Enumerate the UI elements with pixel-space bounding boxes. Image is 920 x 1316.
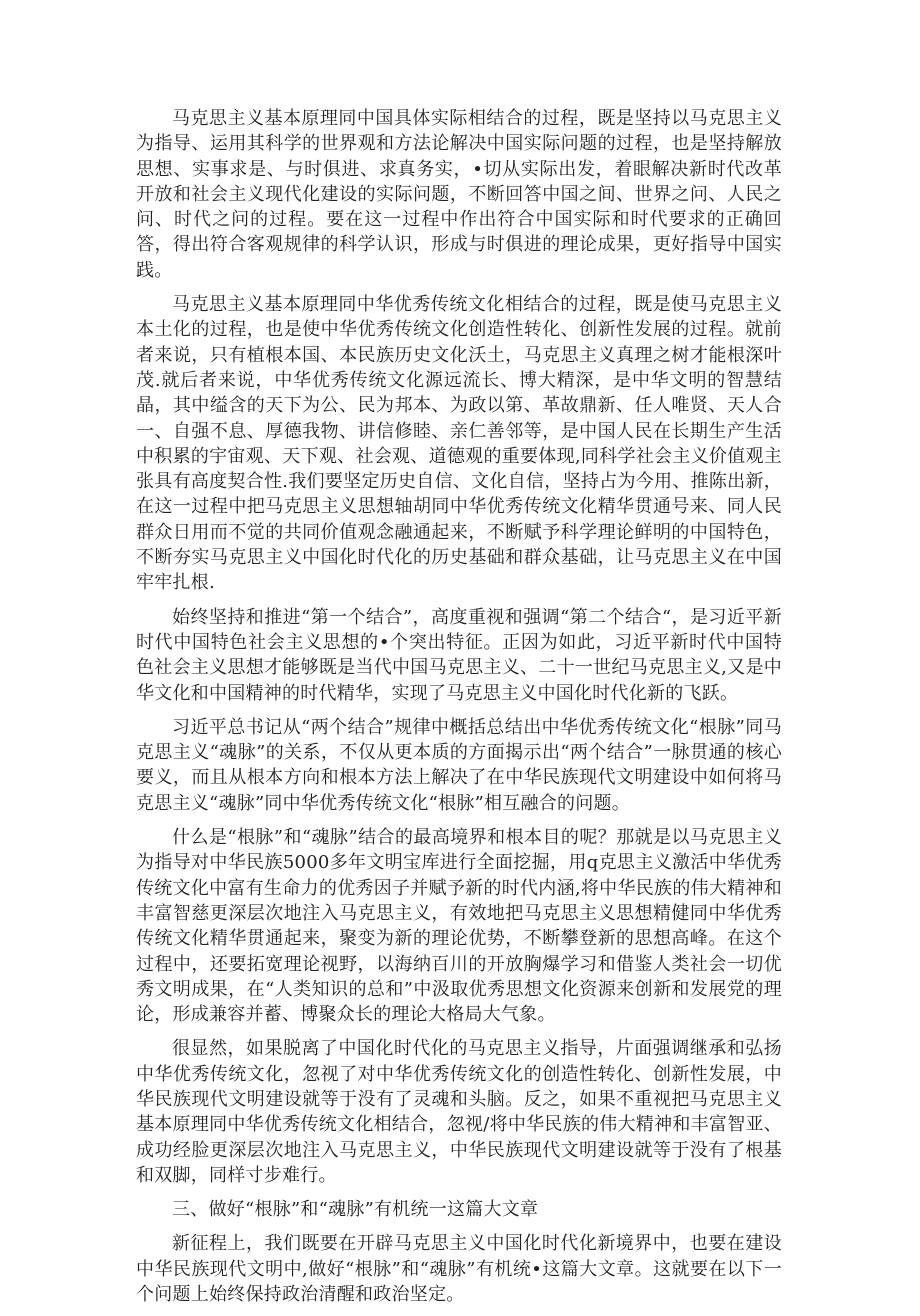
paragraph-6: 很显然，如果脱离了中国化时代化的马克思主义指导，片面强调继承和弘扬中华优秀传统文化，忽视了对中华优秀传统文化的创造性转化、创新性发展，中华民族现代文明建设就等于没有了灵魂和头脑。反之，如果不重视把马克思主义基本原理同中华优秀传统文化相结合，忽视/将中华民族的伟大精神和丰富智亚、成功经脸更深层次地注入马克思主义，中华民族现代文明建设就等于没有了根基和双脚，同样寸步难行。 xyxy=(136,1038,782,1186)
paragraph-2: 马克思主义基本原理同中华优秀传统文化相结合的过程，既是使马克思主义本土化的过程，也是使中华优秀传统文化创造性转化、创新性发展的过程。就前者来说，只有植根本国、本民族历史文化沃土，马克思主义真理之树才能根深叶茂.就后者来说，中华优秀传统文化源远流长、博大精深，是中华文明的智慧结晶，其中缢含的天下为公、民为邦本、为政以第、革故鼎新、任人唯贤、天人合一、自强不息、厚德我物、讲信修睦、亲仁善邻等，是中国人民在长期生产生活中积累的宇宙观、天下观、社会观、道德观的重要体现,同科学社会主义价值观主张具有高度契合性.我们要坚定历史自信、文化自信，坚持占为今用、推陈出新，在这一过程中把马克思主义思想轴胡同中华优秀传统文化精华贯通号来、同人民群众日用而不觉的共同价值观念融通起来，不断赋予科学理论鲜明的中国特色，不断夯实马克思主义中国化时代化的历史基础和群众基础，让马克思主义在中国牢牢扎根. xyxy=(136,294,782,594)
paragraph-7: 新征程上，我们既要在开辟马克思主义中国化时代化新境界中，也要在建设中华民族现代文明中,做好“根脉”和“魂脉”有机统•这篇大文章。这就要在以下一个问题上始终保持政治清醒和政治坚定。 xyxy=(136,1233,782,1306)
paragraph-4: 习近平总书记从“两个结合”规律中概括总结出中华优秀传统文化“根脉”同马克思主义“魂脉”的关系，不仅从更本质的方面揭示出“两个结合”一脉贯通的核心要义，而且从根本方向和根本方法上解决了在中华民族现代文明建设中如何将马克思主义“魂脉”同中华优秀传统文化“根脉”相互融合的问题。 xyxy=(136,716,782,814)
paragraph-1: 马克思主义基本原理同中国具体实际相结合的过程，既是坚持以马克思主义为指导、运用其科学的世界观和方法论解决中国实际问题的过程，也是坚持解放思想、实事求是、与时俱进、求真务实，•切从实际出发，着眼解决新时代改革开放和社会主义现代化建设的实际问题，不断回答中国之间、世界之问、人民之问、时代之问的过程。要在这一过程中作出符合中国实际和时代要求的正确回答，得出符合客观规律的科学认识，形成与时俱进的理论成果，更好指导中国实践。 xyxy=(136,108,782,281)
paragraph-3: 始终坚持和推进“第一个结合”，高度重视和强调“第二个结合“，是习近平新时代中国特色社会主义思想的•个突出特征。正因为如此，习近平新时代中国特色社会主义思想才能够既是当代中国马克思主义、二十一世纪马克思主义,又是中华文化和中国精神的时代精华，实现了马克思主义中国化时代化新的飞跃。 xyxy=(136,606,782,704)
document-body xyxy=(136,106,782,1316)
section-heading: 三、做好“根脉”和“魂脉”有机统一这篇大文章 xyxy=(172,1199,539,1221)
paragraph-5: 什么是“根脉”和“魂脉”结合的最高境界和根本目的呢？那就是以马克思主义为指导对中华民族5000多年文明宝库进行全面挖掘，用q克思主义激活中华优秀传统文化中富有生命力的优秀因子并赋予新的时代内涵,将中华民族的伟大精神和丰富智慈更深层次地注入马克思主义，有效地把马克思主义思想精健同中华优秀传统文化精华贯通起来，聚变为新的理论优势，不断攀登新的思想高峰。在这个过程中，还要拓宽理论视野，以海纳百川的开放胸爆学习和借鉴人类社会一切优秀文明成果，在“人类知识的总和”中汲取优秀思想文化资源来创新和发展党的理论，形成兼容并蓄、博聚众长的理论大格局大气象。 xyxy=(136,827,782,1026)
